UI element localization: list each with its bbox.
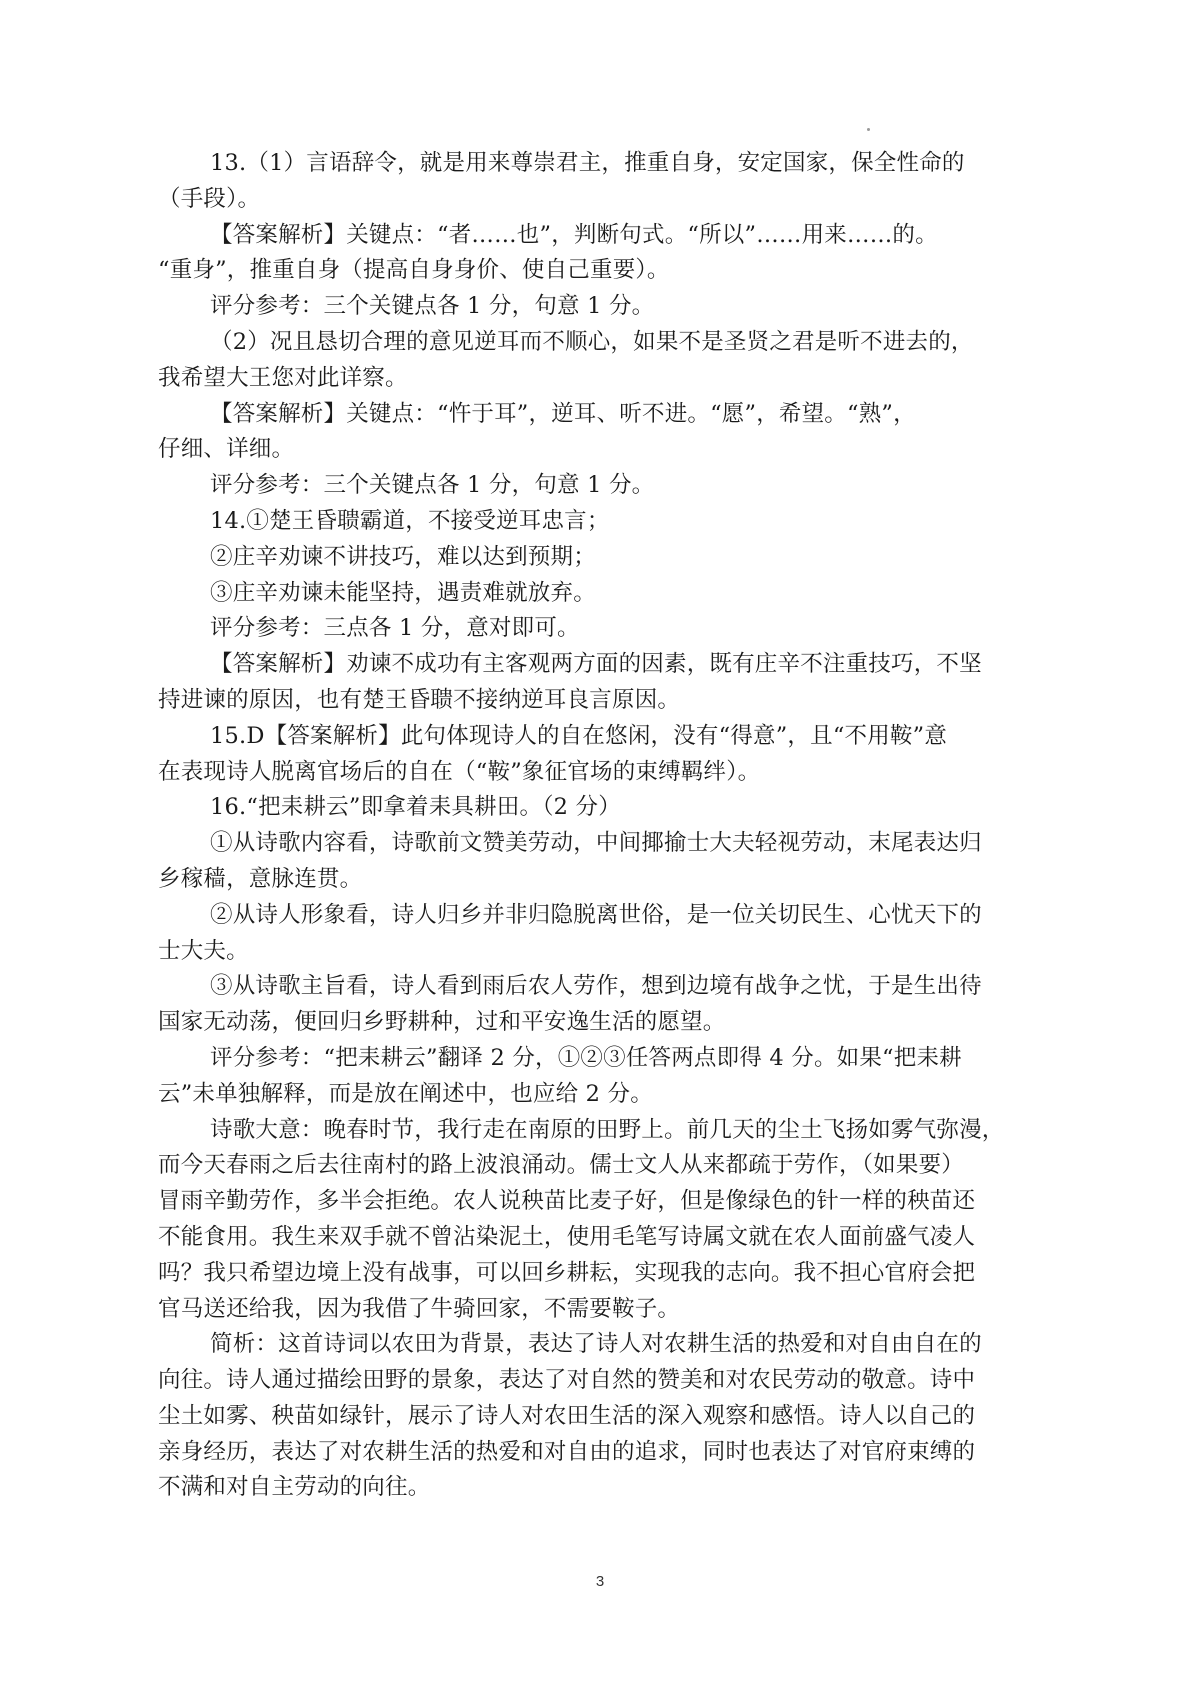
text-line: “重身”，推重自身（提高自身身价、使自己重要）。 — [158, 257, 670, 284]
text-line: 向往。诗人通过描绘田野的景象，表达了对自然的赞美和对农民劳动的敬意。诗中 — [158, 1367, 976, 1394]
text-line: ②庄辛劝谏不讲技巧，难以达到预期； — [210, 543, 596, 570]
text-line: 不满和对自主劳动的向往。 — [158, 1474, 431, 1501]
text-line: 16.“把耒耕云”即拿着耒具耕田。（2 分） — [210, 794, 621, 821]
text-line: 亲身经历，表达了对农耕生活的热爱和对自由的追求，同时也表达了对官府束缚的 — [158, 1438, 976, 1465]
text-line: 14.①楚王昏聩霸道，不接受逆耳忠言； — [210, 507, 610, 534]
text-line: 在表现诗人脱离官场后的自在（“鞍”象征官场的束缚羁绊）。 — [158, 758, 761, 785]
text-line: ③庄辛劝谏未能坚持，遇责难就放弃。 — [210, 579, 596, 606]
text-line: 评分参考：三个关键点各 1 分，句意 1 分。 — [210, 472, 655, 499]
speck-mark — [867, 128, 870, 131]
text-line: 而今天春雨之后去往南村的路上波浪涌动。儒士文人从来都疏于劳作，（如果要） — [158, 1152, 964, 1179]
text-line: 仔细、详细。 — [158, 436, 295, 463]
text-line: 国家无动荡，便回归乡野耕种，过和平安逸生活的愿望。 — [158, 1009, 726, 1036]
text-line: 尘土如雾、秧苗如绿针，展示了诗人对农田生活的深入观察和感悟。诗人以自己的 — [158, 1402, 976, 1429]
text-line: 评分参考：三个关键点各 1 分，句意 1 分。 — [210, 293, 655, 320]
answer-text-body — [158, 146, 1048, 1506]
text-line: 【答案解析】劝谏不成功有主客观两方面的因素，既有庄辛不注重技巧，不坚 — [210, 651, 982, 678]
text-line: 冒雨辛勤劳作，多半会拒绝。农人说秧苗比麦子好，但是像绿色的针一样的秧苗还 — [158, 1188, 976, 1215]
text-line: 【答案解析】关键点：“者……也”，判断句式。“所以”……用来……的。 — [210, 221, 938, 248]
text-line: 诗歌大意：晚春时节，我行走在南原的田野上。前几天的尘土飞扬如雾气弥漫， — [210, 1116, 1005, 1143]
page-number: 3 — [595, 1573, 605, 1590]
text-line: 评分参考：“把耒耕云”翻译 2 分，①②③任答两点即得 4 分。如果“把耒耕 — [210, 1044, 962, 1071]
text-line: 官马送还给我，因为我借了牛骑回家，不需要鞍子。 — [158, 1295, 681, 1322]
text-line: 我希望大王您对此详察。 — [158, 364, 408, 391]
text-line: 不能食用。我生来双手就不曾沾染泥土，使用毛笔写诗属文就在农人面前盛气凌人 — [158, 1223, 976, 1250]
text-line: 乡稼穑，意脉连贯。 — [158, 865, 363, 892]
text-line: 【答案解析】关键点：“忤于耳”，逆耳、听不进。“愿”，希望。“熟”， — [210, 400, 916, 427]
text-line: （手段）。 — [158, 185, 261, 212]
text-line: 15.D【答案解析】此句体现诗人的自在悠闲，没有“得意”，且“不用鞍”意 — [210, 722, 948, 749]
text-line: 云”未单独解释，而是放在阐述中，也应给 2 分。 — [158, 1080, 653, 1107]
text-line: ②从诗人形象看，诗人归乡并非归隐脱离世俗，是一位关切民生、心忧天下的 — [210, 901, 982, 928]
text-line: 士大夫。 — [158, 937, 249, 964]
text-line: 简析：这首诗词以农田为背景，表达了诗人对农耕生活的热爱和对自由自在的 — [210, 1331, 982, 1358]
text-line: 13.（1）言语辞令，就是用来尊崇君主，推重自身，安定国家，保全性命的 — [210, 150, 965, 176]
text-line: 吗？我只希望边境上没有战事，可以回乡耕耘，实现我的志向。我不担心官府会把 — [158, 1259, 976, 1286]
text-line: ①从诗歌内容看，诗歌前文赞美劳动，中间揶揄士大夫轻视劳动，末尾表达归 — [210, 830, 982, 857]
text-line: 持进谏的原因，也有楚王昏聩不接纳逆耳良言原因。 — [158, 686, 681, 713]
text-line: ③从诗歌主旨看，诗人看到雨后农人劳作，想到边境有战争之忧，于是生出待 — [210, 973, 982, 1000]
text-line: （2）况且恳切合理的意见逆耳而不顺心，如果不是圣贤之君是听不进去的， — [210, 328, 974, 355]
text-line: 评分参考：三点各 1 分，意对即可。 — [210, 615, 580, 642]
